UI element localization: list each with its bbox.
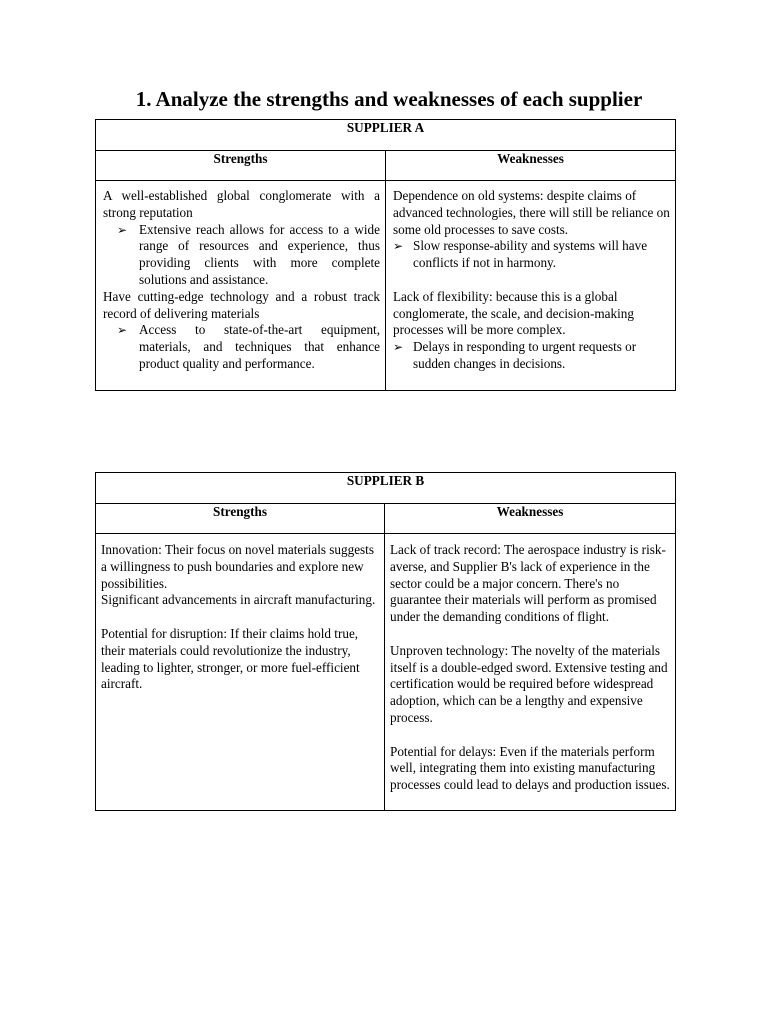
supplier-a-weakness-text: Lack of flexibility: because this is a global conglomerate, the scale, and decision-making processes will be more complex. [393, 288, 634, 338]
supplier-a-weakness-bullet [393, 238, 670, 272]
supplier-a-table [95, 119, 676, 391]
supplier-b-name: SUPPLIER B [96, 473, 676, 504]
supplier-a-strength-bullet-text: Access to state-of-the-art equipment, materials, and techniques that enhance product quality and performance. [139, 322, 380, 371]
supplier-b-strength-text: Significant advancements in aircraft manufacturing. [101, 592, 376, 608]
supplier-a-column-headers [96, 151, 676, 181]
supplier-a-header-row [96, 120, 676, 151]
supplier-b-strengths-header: Strengths [96, 504, 385, 534]
supplier-a-weakness-bullet [393, 339, 670, 373]
arrow-bullet-icon: ➢ [117, 222, 128, 237]
supplier-a-strength-bullet [103, 322, 380, 372]
arrow-bullet-icon: ➢ [393, 340, 404, 355]
supplier-a-strength-bullet-text: Extensive reach allows for access to a wide range of resources and experience, thus providing clients with more complete solutions and assistance. [139, 221, 380, 287]
page-title: 1. Analyze the strengths and weaknesses of each supplier [135, 87, 643, 111]
supplier-a-name: SUPPLIER A [96, 120, 676, 151]
supplier-b-weaknesses-cell [385, 534, 676, 811]
supplier-b-weakness-text: Unproven technology: The novelty of the materials itself is a double-edged sword. Extensive testing and certification would be required before widespread adoption, which can be a lengthy and expensive process. [390, 642, 668, 725]
supplier-b-weakness-text: Potential for delays: Even if the materials perform well, integrating them into existing manufacturing processes could lead to delays and production issues. [390, 743, 670, 793]
supplier-b-content-row [96, 534, 676, 811]
supplier-a-weaknesses-cell [386, 181, 676, 391]
supplier-b-strength-text: Innovation: Their focus on novel materials suggests a willingness to push boundaries and explore new possibilities. [101, 542, 374, 591]
supplier-b-weaknesses-header: Weaknesses [385, 504, 676, 534]
supplier-a-weakness-bullet-text: Delays in responding to urgent requests or sudden changes in decisions. [413, 339, 637, 371]
supplier-a-strength-text: Have cutting-edge technology and a robust track record of delivering materials [103, 288, 380, 321]
supplier-b-weakness-text: Lack of track record: The aerospace industry is risk-averse, and Supplier B's lack of experience in the sector could be a major concern. There's no guarantee their materials will perform as promised under the demanding conditions of flight. [390, 542, 666, 625]
supplier-b-strength-text: Potential for disruption: If their claims hold true, their materials could revolutionize the industry, leading to lighter, stronger, or more fuel-efficient aircraft. [101, 625, 360, 692]
supplier-a-weakness-bullet-text: Slow response-ability and systems will have conflicts if not in harmony. [413, 238, 648, 271]
supplier-a-strength-text: A well-established global conglomerate with a strong reputation [103, 188, 380, 220]
supplier-a-weakness-text: Dependence on old systems: despite claims of advanced technologies, there will still be reliance on some old processes to save costs. [393, 188, 670, 237]
supplier-b-column-headers [96, 504, 676, 534]
supplier-a-content-row [96, 181, 676, 391]
supplier-a-strength-bullet [103, 222, 380, 289]
arrow-bullet-icon: ➢ [393, 239, 404, 254]
supplier-b-strengths-cell [96, 534, 385, 811]
supplier-a-weaknesses-header: Weaknesses [386, 151, 676, 181]
supplier-b-header-row [96, 473, 676, 504]
supplier-a-strengths-cell [96, 181, 386, 391]
supplier-a-strengths-header: Strengths [96, 151, 386, 181]
supplier-b-table [95, 472, 676, 811]
arrow-bullet-icon: ➢ [117, 323, 128, 338]
